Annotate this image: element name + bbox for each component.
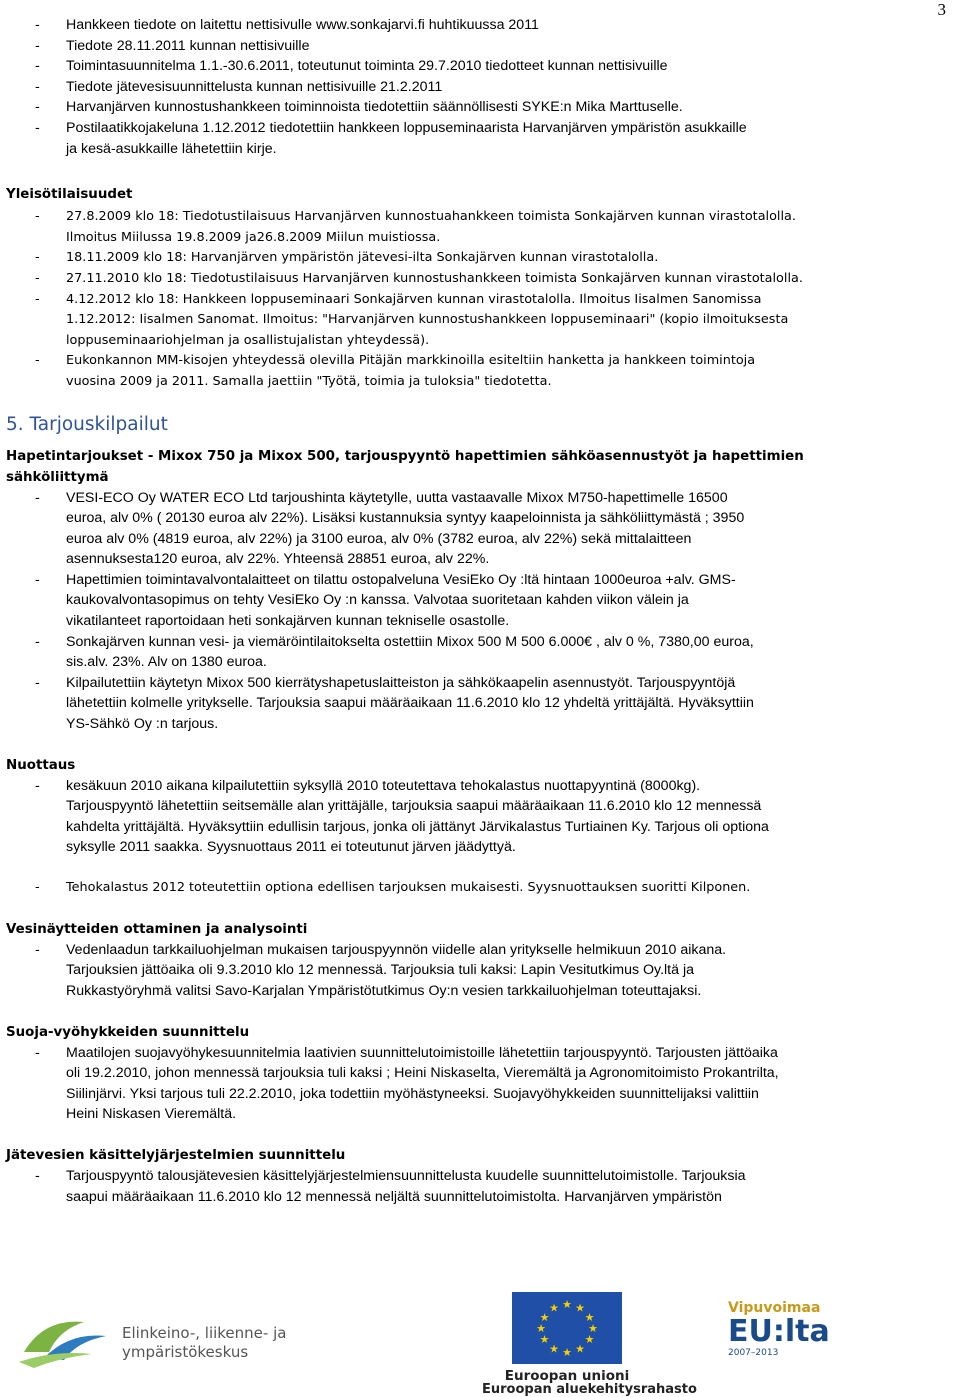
list-item-text: 27.8.2009 klo 18: Tiedotustilaisuus Harvanjärven kunnostuahankkeen toimista Sonkajärven kunnan virastotalolla. [66, 209, 796, 225]
svg-text:★: ★ [549, 1301, 559, 1315]
list-item-text: Tarjouspyyntö lähetettiin seitsemälle alan yrittäjälle, tarjouksia saapui määräaikaan 11.6.2010 klo 12 mennessä [66, 798, 762, 815]
suojavyohyke-heading: Suoja-vyöhykkeiden suunnittelu [6, 1024, 250, 1040]
list-item-text: Tiedote 28.11.2011 kunnan nettisivuille [66, 37, 310, 54]
event-item: - 18.11.2009 klo 18: Harvanjärven ympäristön jätevesi-ilta Sonkajärven kunnan virastotalolla. [6, 248, 948, 269]
list-item-text: VESI-ECO Oy WATER ECO Ltd tarjoushinta käytetylle, uutta vastaavalle Mixox M750-hapettimelle 16500 [66, 489, 728, 506]
jatevesi-heading: Jätevesien käsittelyjärjestelmien suunnittelu [6, 1147, 346, 1163]
svg-text:★: ★ [562, 1298, 572, 1311]
list-item-text: Siilinjärvi. Yksi tarjous tuli 22.2.2010, joka todettiin myöhästyneeksi. Suojavyöhykkeiden suunnittelijaksi valittiin [66, 1085, 759, 1102]
section-title: 5. Tarjouskilpailut [6, 413, 168, 435]
list-item-text: euroa, alv 0% ( 20130 euroa alv 22%). Lisäksi kustannuksia syntyy kaapeloinnista ja sähköliittymästä ; 3950 [66, 510, 745, 527]
list-item-text: Tarjouksien jättöaika oli 9.3.2010 klo 12 mennessä. Tarjouksia tuli kaksi: Lapin Vesitutkimus Oy.ltä ja [66, 962, 694, 979]
svg-text:★: ★ [584, 1333, 595, 1346]
event-item: - 27.8.2009 klo 18: Tiedotustilaisuus Harvanjärven kunnostuahankkeen toimista Sonkajärven kunnan virastotalolla. Ilmoitus Miilussa 19.8.2009 ja26.8.2009 Miilun muistiossa. [6, 207, 948, 248]
list-item-text: Postilaatikkojakeluna 1.12.2012 tiedotettiin hankkeen loppuseminaarista Harvanjärven ympäristön asukkaille [66, 119, 747, 136]
list-item-text: Harvanjärven kunnostushankkeen toiminnoista tiedotettiin säännöllisesti SYKE:n Mika Marttuselle. [66, 99, 683, 116]
list-item-text: Eukonkannon MM-kisojen yhteydessä olevilla Pitäjän markkinoilla esiteltiin hanketta ja hankkeen toimintoja [66, 353, 756, 369]
list-item-text: Toimintasuunnitelma 1.1.-30.6.2011, toteutunut toiminta 29.7.2010 tiedotteet kunnan nettisivuille [66, 58, 668, 75]
offer-item: - Tarjouspyyntö talousjätevesien käsittelyjärjestelmiensuunnittelusta kuudelle suunnittelutoimistolle. Tarjouksia saapui määräaikaan 11.6.2010 klo 12 mennessä neljältä suunnittelutoimistolta. Harvanjärven ympäristön [6, 1166, 948, 1207]
vipuvoimaa-eu: EU:lta [728, 1314, 830, 1349]
svg-text:★: ★ [575, 1342, 585, 1356]
svg-text:★: ★ [588, 1322, 598, 1335]
list-item-text: Heini Niskasen Vieremältä. [66, 1106, 237, 1123]
list-item-text: lähetettiin kolmelle yritykselle. Tarjouksia saapui määräaikaan 11.6.2010 klo 12 yhdeltä yrittäjältä. Hyväksyttiin [66, 695, 754, 712]
list-item-text: kaukovalvontasopimus on tehty VesiEko Oy :n kanssa. Valvotaa suoritetaan kahden viikon välein ja [66, 592, 689, 609]
vesinaytteet-list [6, 940, 948, 1002]
offer-item: - Maatilojen suojavyöhykesuunnitelmia laativien suunnittelutoimistoille lähetettiin tarjouspyyntö. Tarjousten jättöaika oli 19.2.2010, johon mennessä tarjouksia tuli kaksi ; Heini Niskaselta, Vieremältä ja Agronomitoimisto Prokantrilta, Siilinjärvi. Yksi tarjous tuli 22.2.2010, joka todettiin myöhästyneeksi. Suojavyöhykkeiden suunnittelijaksi valittiin Heini Niskasen Vieremältä. [6, 1043, 948, 1125]
intro-list [6, 15, 948, 159]
list-item-text: 27.11.2010 klo 18: Tiedotustilaisuus Harvanjärven kunnostushankkeen toimista Sonkajärven kunnan virastotalolla. [66, 270, 803, 286]
list-item-text: euroa alv 0% (4819 euroa, alv 22%) ja 3100 euroa, alv 0% (3782 euroa, alv 22%) sekä mittalaitteen [66, 530, 692, 547]
heading-line: Hapetintarjoukset - Mixox 750 ja Mixox 500, tarjouspyyntö hapettimien sähköasennustyöt ja hapettimien [6, 448, 804, 464]
eu-flag-icon [512, 1292, 622, 1364]
vipuvoimaa-logo [728, 1300, 838, 1358]
eu-fund-label: Euroopan aluekehitysrahasto [482, 1382, 697, 1397]
heading-line: sähköliittymä [6, 469, 109, 485]
list-item-text: Hankkeen tiedote on laitettu nettisivulle www.sonkajarvi.fi huhtikuussa 2011 [66, 17, 539, 33]
list-item-text: Hapettimien toimintavalvontalaitteet on tilattu ostopalveluna VesiEko Oy :ltä hintaan 1000euroa +alv. GMS- [66, 571, 736, 588]
list-item-text: kahdelta yrittäjältä. Hyväksyttiin edullisin tarjous, jonka oli jättänyt Järvikalastus Turtiainen Ky. Tarjous oli optiona [66, 818, 769, 835]
suojavyohyke-list [6, 1043, 948, 1125]
svg-text:★: ★ [549, 1342, 559, 1356]
svg-text:★: ★ [539, 1311, 550, 1324]
list-item-text: asennuksesta120 euroa, alv 22%. Yhteensä 28851 euroa, alv 22%. [66, 551, 490, 568]
offer-item: - kesäkuun 2010 aikana kilpailutettiin syksyllä 2010 toteutettava tehokalastus nuottapyyntinä (8000kg). Tarjouspyyntö lähetettiin seitsemälle alan yrittäjälle, tarjouksia saapui määräaikaan 11.6.2010 klo 12 mennessä kahdelta yrittäjältä. Hyväksyttiin edullisin tarjous, jonka oli jättänyt Järvikalastus Turtiainen Ky. Tarjous oli optiona syksylle 2011 saakka. Syysnuottaus 2011 ei toteutunut järven jäädyttyä. [6, 776, 948, 858]
vipuvoimaa-years: 2007–2013 [728, 1348, 779, 1358]
hapetin-list [6, 488, 948, 735]
list-item-text: Tiedote jätevesisuunnittelusta kunnan nettisivuille 21.2.2011 [66, 78, 443, 95]
eu-union-label: Euroopan unioni [504, 1368, 630, 1384]
yleisotilaisuudet-list [6, 207, 948, 392]
offer-item: - VESI-ECO Oy WATER ECO Ltd tarjoushinta käytetylle, uutta vastaavalle Mixox M750-hapettimelle 16500 euroa, alv 0% ( 20130 euroa alv 22%). Lisäksi kustannuksia syntyy kaapeloinnista ja sähköliittymästä ; 3950 euroa alv 0% (4819 euroa, alv 22%) ja 3100 euroa, alv 0% (3782 euroa, alv 22%) sekä mittalaitteen asennuksesta120 euroa, alv 22%. Yhteensä 28851 euroa, alv 22%. [6, 488, 948, 570]
list-item-text: ja kesä-asukkaille lähetettiin kirje. [66, 140, 277, 157]
svg-text:★: ★ [562, 1346, 572, 1359]
list-item-text: saapui määräaikaan 11.6.2010 klo 12 mennessä neljältä suunnittelutoimistolta. Harvanjärven ympäristön [66, 1188, 722, 1205]
list-item-text: Tarjouspyyntö talousjätevesien käsittelyjärjestelmiensuunnittelusta kuudelle suunnittelutoimistolle. Tarjouksia [66, 1167, 746, 1184]
list-item-text: Sonkajärven kunnan vesi- ja viemäröintilaitokselta ostettiin Mixox 500 M 500 6.000€ , alv 0 %, 7380,00 euroa, [66, 633, 754, 650]
eu-logo [482, 1292, 697, 1397]
offer-item: - Vedenlaadun tarkkailuohjelman mukaisen tarjouspyynnön viidelle alan yritykselle helmikuun 2010 aikana. Tarjouksien jättöaika oli 9.3.2010 klo 12 mennessä. Tarjouksia tuli kaksi: Lapin Vesitutkimus Oy.ltä ja Rukkastyöryhmä valitsi Savo-Karjalan Ympäristötutkimus Oy:n vesien tarkkailuohjelman toteuttajaksi. [6, 940, 948, 1002]
list-item-text: 4.12.2012 klo 18: Hankkeen loppuseminaari Sonkajärven kunnan virastotalolla. Ilmoitus Iisalmen Sanomissa [66, 291, 762, 307]
offer-item: - Kilpailutettiin käytetyn Mixox 500 kierrätyshapetuslaitteiston ja sähkökaapelin asennustyöt. Tarjouspyyntöjä lähetettiin kolmelle yritykselle. Tarjouksia saapui määräaikaan 11.6.2010 klo 12 yhdeltä yrittäjältä. Hyväksyttiin YS-Sähkö Oy :n tarjous. [6, 673, 948, 735]
vesinaytteet-heading: Vesinäytteiden ottaminen ja analysointi [6, 921, 308, 937]
jatevesi-list [6, 1166, 948, 1207]
list-item-text: Tehokalastus 2012 toteutettiin optiona edellisen tarjouksen mukaisesti. Syysnuottauksen suoritti Kilponen. [66, 880, 751, 895]
list-item-text: 18.11.2009 klo 18: Harvanjärven ympäristön jätevesi-ilta Sonkajärven kunnan virastotalolla. [66, 250, 659, 266]
page-content [6, 15, 948, 1207]
list-item-text: Ilmoitus Miilussa 19.8.2009 ja26.8.2009 Miilun muistiossa. [66, 229, 441, 245]
ely-emblem-icon [14, 1310, 114, 1370]
svg-text:★: ★ [584, 1311, 595, 1324]
intro-item: - Tiedote jätevesisuunnittelusta kunnan nettisivuille 21.2.2011 [6, 77, 948, 98]
ely-logo-line: Elinkeino-, liikenne- ja [122, 1324, 287, 1342]
list-item-text: YS-Sähkö Oy :n tarjous. [66, 716, 219, 733]
event-item: - Eukonkannon MM-kisojen yhteydessä olevilla Pitäjän markkinoilla esiteltiin hanketta ja hankkeen toimintoja vuosina 2009 ja 2011. Samalla jaettiin "Työtä, toimia ja tuloksia" tiedotetta. [6, 351, 948, 392]
list-item-text: loppuseminaariohjelman ja osallistujalistan yhteydessä). [66, 332, 430, 348]
offer-item: - Tehokalastus 2012 toteutettiin optiona edellisen tarjouksen mukaisesti. Syysnuottauksen suoritti Kilponen. [6, 878, 948, 899]
list-item-text: vuosina 2009 ja 2011. Samalla jaettiin "Työtä, toimia ja tuloksia" tiedotetta. [66, 373, 552, 389]
list-item-text: sis.alv. 23%. Alv on 1380 euroa. [66, 654, 267, 671]
list-item-text: Rukkastyöryhmä valitsi Savo-Karjalan Ympäristötutkimus Oy:n vesien tarkkailuohjelman toteuttajaksi. [66, 982, 702, 999]
nuottaus-heading: Nuottaus [6, 757, 76, 773]
intro-item: - Postilaatikkojakeluna 1.12.2012 tiedotettiin hankkeen loppuseminaarista Harvanjärven ympäristön asukkaille ja kesä-asukkaille lähetettiin kirje. [6, 118, 948, 159]
footer-logos [0, 1270, 960, 1397]
offer-item: - Sonkajärven kunnan vesi- ja viemäröintilaitokselta ostettiin Mixox 500 M 500 6.000€ , alv 0 %, 7380,00 euroa, sis.alv. 23%. Alv on 1380 euroa. [6, 632, 948, 673]
list-item-text: 1.12.2012: Iisalmen Sanomat. Ilmoitus: "Harvanjärven kunnostushankkeen loppuseminaari" (kopio ilmoituksesta [66, 312, 789, 328]
svg-text:★: ★ [539, 1333, 550, 1346]
list-item-text: oli 19.2.2010, johon mennessä tarjouksia tuli kaksi ; Heini Niskaselta, Vieremältä ja Agronomitoimisto Prokantrilta, [66, 1065, 779, 1082]
ely-logo [14, 1310, 287, 1374]
event-item: - 27.11.2010 klo 18: Tiedotustilaisuus Harvanjärven kunnostushankkeen toimista Sonkajärven kunnan virastotalolla. [6, 269, 948, 290]
intro-item: - Hankkeen tiedote on laitettu nettisivulle www.sonkajarvi.fi huhtikuussa 2011 [6, 15, 948, 36]
page-number: 3 [937, 0, 946, 19]
ely-logo-line: ympäristökeskus [122, 1343, 249, 1361]
vipuvoimaa-title: Vipuvoimaa [728, 1300, 821, 1316]
list-item-text: syksylle 2011 saakka. Syysnuottaus 2011 ei toteutunut järven jäädyttyä. [66, 839, 516, 856]
hapetin-heading [6, 446, 948, 488]
svg-text:★: ★ [575, 1301, 585, 1315]
list-item-text: vikatilanteet raportoidaan heti sonkajärven kunnan tekniselle osastolle. [66, 613, 510, 630]
list-item-text: Kilpailutettiin käytetyn Mixox 500 kierrätyshapetuslaitteiston ja sähkökaapelin asennustyöt. Tarjouspyyntöjä [66, 674, 736, 691]
list-item-text: Vedenlaadun tarkkailuohjelman mukaisen tarjouspyynnön viidelle alan yritykselle helmikuun 2010 aikana. [66, 941, 727, 958]
intro-item: - Tiedote 28.11.2011 kunnan nettisivuille [6, 36, 948, 57]
offer-item: - Hapettimien toimintavalvontalaitteet on tilattu ostopalveluna VesiEko Oy :ltä hintaan 1000euroa +alv. GMS- kaukovalvontasopimus on tehty VesiEko Oy :n kanssa. Valvotaa suoritetaan kahden viikon välein ja vikatilanteet raportoidaan heti sonkajärven kunnan tekniselle osastolle. [6, 570, 948, 632]
ely-logo-text [122, 1324, 286, 1362]
intro-item: - Harvanjärven kunnostushankkeen toiminnoista tiedotettiin säännöllisesti SYKE:n Mika Marttuselle. [6, 97, 948, 118]
nuottaus-list [6, 776, 948, 899]
event-item: - 4.12.2012 klo 18: Hankkeen loppuseminaari Sonkajärven kunnan virastotalolla. Ilmoitus Iisalmen Sanomissa 1.12.2012: Iisalmen Sanomat. Ilmoitus: "Harvanjärven kunnostushankkeen loppuseminaari" (kopio ilmoituksesta loppuseminaariohjelman ja osallistujalistan yhteydessä). [6, 290, 948, 352]
intro-item: - Toimintasuunnitelma 1.1.-30.6.2011, toteutunut toiminta 29.7.2010 tiedotteet kunnan nettisivuille [6, 56, 948, 77]
list-item-text: Maatilojen suojavyöhykesuunnitelmia laativien suunnittelutoimistoille lähetettiin tarjouspyyntö. Tarjousten jättöaika [66, 1044, 778, 1061]
svg-text:★: ★ [536, 1322, 546, 1335]
yleisotilaisuudet-heading: Yleisötilaisuudet [6, 187, 133, 203]
list-item-text: kesäkuun 2010 aikana kilpailutettiin syksyllä 2010 toteutettava tehokalastus nuottapyyntinä (8000kg). [66, 777, 701, 794]
